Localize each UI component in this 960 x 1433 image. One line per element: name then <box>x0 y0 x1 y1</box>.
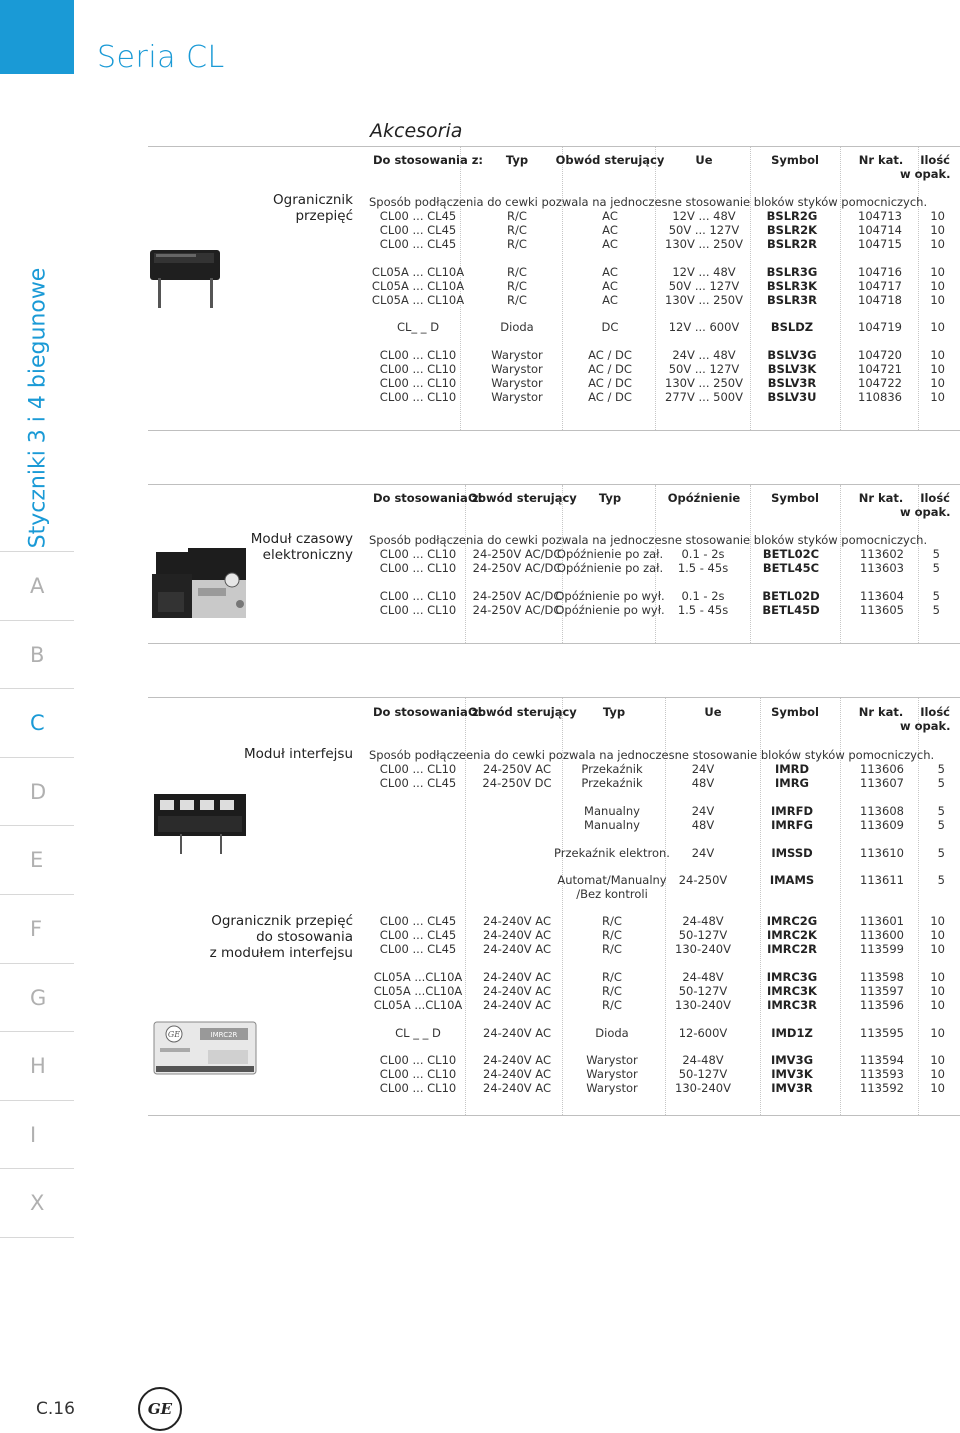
cell-type: R/C <box>602 942 622 956</box>
cell-cat-no: 113606 <box>860 762 904 776</box>
table-row <box>0 984 960 998</box>
cell-ue: 130-240V <box>675 998 731 1012</box>
cell-ue: 48V <box>691 776 715 790</box>
table-row <box>0 209 960 223</box>
cell-control-circuit: AC <box>602 209 618 223</box>
cell-type: Manualny <box>584 804 640 818</box>
cell-usage: CL00 ... CL45 <box>379 223 457 237</box>
cell-ue: 12V ... 48V <box>672 209 736 223</box>
cell-qty: 10 <box>930 209 945 223</box>
cell-cat-no: 113598 <box>860 970 904 984</box>
cell-qty: 10 <box>930 390 945 404</box>
cell-type: R/C <box>602 998 622 1012</box>
cell-cat-no: 113603 <box>860 561 904 575</box>
cell-usage: CL00 ... CL10 <box>379 762 457 776</box>
cell-ue: 130-240V <box>675 942 731 956</box>
table-row <box>0 265 960 279</box>
product-label-timer-module: Moduł czasowy elektroniczny <box>250 531 353 563</box>
cell-usage: CL05A ... CL10A <box>371 293 465 307</box>
svg-text:GE: GE <box>167 1030 181 1039</box>
table-row <box>0 603 960 617</box>
col-header-control-circuit: Obwód sterujący <box>468 491 577 505</box>
cell-control-circuit: AC / DC <box>588 376 632 390</box>
cell-qty: 5 <box>937 818 945 832</box>
connection-note: Sposób podłączenia do cewki pozwala na jednoczesne stosowanie bloków styków pomocniczych. <box>369 533 928 547</box>
page-number: C.16 <box>36 1399 75 1419</box>
cell-qty: 10 <box>930 293 945 307</box>
brand-color-block <box>0 0 74 74</box>
cell-qty: 10 <box>930 1081 945 1095</box>
table-row-extra: /Bez kontroli <box>576 887 648 901</box>
cell-ue: 12V ... 600V <box>668 320 740 334</box>
cell-usage: CL00 ... CL45 <box>379 209 457 223</box>
table-row <box>0 237 960 251</box>
table-row <box>0 561 960 575</box>
cell-symbol: BSLR3R <box>766 293 818 307</box>
cell-usage: CL00 ... CL10 <box>379 362 457 376</box>
cell-usage: CL00 ... CL10 <box>379 589 457 603</box>
col-header-usage: Do stosowania z: <box>373 491 484 505</box>
cell-cat-no: 113600 <box>860 928 904 942</box>
cell-usage: CL05A ...CL10A <box>373 984 463 998</box>
table-row <box>0 223 960 237</box>
cell-usage: CL00 ... CL10 <box>379 390 457 404</box>
cell-symbol: BETL45C <box>762 561 820 575</box>
cell-ue: 130V ... 250V <box>665 293 743 307</box>
cell-symbol: BSLV3K <box>767 362 817 376</box>
col-header-type: Typ <box>505 153 529 167</box>
cell-control-circuit: 24-240V AC <box>483 1053 551 1067</box>
table-row <box>0 818 960 832</box>
cell-qty: 5 <box>937 762 945 776</box>
cell-delay: 0.1 - 2s <box>681 547 725 561</box>
cell-type: Opóźnienie po zał. <box>556 547 664 561</box>
cell-symbol: BSLR2R <box>766 237 818 251</box>
cell-symbol: IMRD <box>774 762 810 776</box>
col-header-symbol: Symbol <box>771 491 819 505</box>
cell-ue: 24V <box>691 804 715 818</box>
table-row <box>0 1067 960 1081</box>
col-header-control-circuit: Obwód sterujący <box>555 153 665 167</box>
cell-qty: 10 <box>930 1026 945 1040</box>
cell-type: Warystor <box>586 1053 638 1067</box>
cell-symbol: IMV3K <box>771 1067 813 1081</box>
col-header-qty: Ilość w opak. <box>900 153 951 181</box>
side-index-e[interactable]: E <box>0 825 74 894</box>
cell-ue: 130V ... 250V <box>665 376 743 390</box>
col-header-cat-no: Nr kat. <box>858 491 904 505</box>
cell-type: R/C <box>507 223 527 237</box>
connection-note: Sposób podłączeenia do cewki pozwala na jednoczesne stosowanie bloków styków pomocniczych. <box>369 748 935 762</box>
cell-type: R/C <box>507 237 527 251</box>
cell-usage: CL00 ... CL45 <box>379 914 457 928</box>
cell-ue: 50V ... 127V <box>668 362 740 376</box>
cell-usage: CL00 ... CL10 <box>379 561 457 575</box>
cell-cat-no: 104719 <box>858 320 902 334</box>
cell-symbol: IMD1Z <box>771 1026 813 1040</box>
product-label-surge-limiter: Ogranicznik przepięć <box>273 192 353 224</box>
cell-type: Warystor <box>586 1081 638 1095</box>
cell-ue: 50V ... 127V <box>668 279 740 293</box>
side-index-f[interactable]: F <box>0 894 74 963</box>
cell-type: R/C <box>507 265 527 279</box>
table-row <box>0 1053 960 1067</box>
cell-cat-no: 113611 <box>860 873 904 887</box>
cell-control-circuit: 24-240V AC <box>483 984 551 998</box>
cell-ue: 24-48V <box>682 914 724 928</box>
cell-control-circuit: AC / DC <box>588 362 632 376</box>
cell-usage: CL00 ... CL10 <box>379 376 457 390</box>
cell-control-circuit: 24-240V AC <box>483 998 551 1012</box>
cell-ue: 130-240V <box>675 1081 731 1095</box>
cell-qty: 10 <box>930 942 945 956</box>
col-header-symbol: Symbol <box>771 153 819 167</box>
cell-type: Warystor <box>491 376 543 390</box>
cell-type: Automat/Manualny <box>557 873 667 887</box>
cell-symbol: IMAMS <box>769 873 815 887</box>
cell-symbol: IMRC3G <box>766 970 818 984</box>
cell-usage: CL00 ... CL10 <box>379 1067 457 1081</box>
cell-usage: CL05A ... CL10A <box>371 265 465 279</box>
col-header-cat-no: Nr kat. <box>858 705 904 719</box>
side-index-g[interactable]: G <box>0 963 74 1032</box>
cell-type: Warystor <box>491 362 543 376</box>
cell-symbol: BSLR3K <box>766 279 818 293</box>
cell-cat-no: 113607 <box>860 776 904 790</box>
cell-control-circuit: 24-240V AC <box>483 970 551 984</box>
cell-qty: 10 <box>930 914 945 928</box>
cell-symbol: IMV3G <box>770 1053 814 1067</box>
cell-symbol: IMRFG <box>771 818 813 832</box>
cell-control-circuit: AC / DC <box>588 390 632 404</box>
cell-symbol: IMSSD <box>771 846 813 860</box>
cell-symbol: BETL45D <box>762 603 820 617</box>
cell-symbol: BSLR2G <box>766 209 818 223</box>
cell-control-circuit: AC <box>602 237 618 251</box>
cell-qty: 10 <box>930 1053 945 1067</box>
cell-qty: 5 <box>937 804 945 818</box>
cell-symbol: BETL02D <box>762 589 820 603</box>
cell-type: Manualny <box>584 818 640 832</box>
cell-control-circuit: 24-240V AC <box>483 1026 551 1040</box>
table-row <box>0 970 960 984</box>
col-header-usage: Do stosowania z: <box>373 705 484 719</box>
cell-control-circuit: 24-240V AC <box>483 914 551 928</box>
connection-note: Sposób podłączenia do cewki pozwala na jednoczesne stosowanie bloków styków pomocniczych. <box>369 195 928 209</box>
divider <box>148 430 960 431</box>
cell-ue: 50-127V <box>678 928 728 942</box>
cell-qty: 10 <box>930 348 945 362</box>
cell-symbol: BSLR3G <box>766 265 818 279</box>
cell-delay: 1.5 - 45s <box>677 603 729 617</box>
table-row <box>0 914 960 928</box>
cell-ue: 130V ... 250V <box>665 237 743 251</box>
cell-delay: 1.5 - 45s <box>677 561 729 575</box>
section-title: Akcesoria <box>370 120 463 142</box>
cell-type: Dioda <box>500 320 534 334</box>
cell-control-circuit: 24-240V AC <box>483 928 551 942</box>
cell-type: R/C <box>507 293 527 307</box>
col-header-ue: Ue <box>704 705 722 719</box>
side-index-h[interactable]: H <box>0 1031 74 1100</box>
product-label-surge-limiter-interface: Ogranicznik przepięć do stosowania z modułem interfejsu <box>209 913 353 961</box>
col-header-symbol: Symbol <box>771 705 819 719</box>
col-header-ue: Ue <box>695 153 713 167</box>
table-row <box>0 1026 960 1040</box>
cell-type: Opóźnienie po wył. <box>555 589 665 603</box>
cell-type: Dioda <box>595 1026 629 1040</box>
table-row <box>0 776 960 790</box>
cell-cat-no: 104720 <box>858 348 902 362</box>
cell-qty: 10 <box>930 376 945 390</box>
cell-usage: CL00 ... CL10 <box>379 1053 457 1067</box>
cell-qty: 5 <box>932 589 940 603</box>
cell-symbol: BSLV3G <box>767 348 817 362</box>
cell-symbol: IMRFD <box>771 804 813 818</box>
cell-cat-no: 113604 <box>860 589 904 603</box>
table-row <box>0 762 960 776</box>
cell-cat-no: 113601 <box>860 914 904 928</box>
cell-type: R/C <box>507 209 527 223</box>
table-row <box>0 293 960 307</box>
side-index-a[interactable]: A <box>0 551 74 620</box>
cell-cat-no: 104721 <box>858 362 902 376</box>
side-index-b[interactable]: B <box>0 620 74 689</box>
ge-logo: GE <box>138 1387 182 1431</box>
side-index-x[interactable]: X <box>0 1168 74 1237</box>
module-model-label: IMRC2R <box>210 1031 238 1039</box>
cell-control-circuit: 24-240V AC <box>483 1081 551 1095</box>
cell-cat-no: 104713 <box>858 209 902 223</box>
series-title: Seria CL <box>97 40 225 75</box>
cell-ue: 12V ... 48V <box>672 265 736 279</box>
table-row <box>0 376 960 390</box>
cell-qty: 10 <box>930 984 945 998</box>
cell-qty: 5 <box>932 603 940 617</box>
cell-type: R/C <box>602 928 622 942</box>
cell-control-circuit: 24-250V AC/DC <box>472 561 562 575</box>
cell-cat-no: 113599 <box>860 942 904 956</box>
cell-qty: 10 <box>930 1067 945 1081</box>
cell-control-circuit: AC <box>602 265 618 279</box>
cell-symbol: BSLDZ <box>770 320 814 334</box>
cell-cat-no: 113609 <box>860 818 904 832</box>
cell-ue: 24V <box>691 762 715 776</box>
cell-symbol: IMRC3R <box>767 998 817 1012</box>
cell-ue: 277V ... 500V <box>665 390 743 404</box>
cell-ue: 48V <box>691 818 715 832</box>
cell-usage: CL05A ...CL10A <box>373 970 463 984</box>
cell-usage: CL00 ... CL10 <box>379 1081 457 1095</box>
divider <box>148 484 960 485</box>
cell-usage: CL00 ... CL45 <box>379 942 457 956</box>
cell-ue: 24V ... 48V <box>672 348 736 362</box>
table-row <box>0 804 960 818</box>
cell-control-circuit: 24-240V AC <box>483 942 551 956</box>
cell-control-circuit: 24-240V AC <box>483 1067 551 1081</box>
cell-control-circuit: 24-250V AC/DC <box>472 547 562 561</box>
cell-cat-no: 113593 <box>860 1067 904 1081</box>
cell-cat-no: 113602 <box>860 547 904 561</box>
cell-qty: 10 <box>930 223 945 237</box>
cell-qty: 5 <box>937 846 945 860</box>
cell-cat-no: 104715 <box>858 237 902 251</box>
cell-symbol: IMRG <box>774 776 810 790</box>
col-header-type: Typ <box>598 491 622 505</box>
cell-qty: 5 <box>937 873 945 887</box>
cell-qty: 10 <box>930 320 945 334</box>
cell-type: Opóźnienie po wył. <box>555 603 665 617</box>
cell-usage: CL00 ... CL45 <box>379 776 457 790</box>
cell-cat-no: 104714 <box>858 223 902 237</box>
cell-control-circuit: AC / DC <box>588 348 632 362</box>
cell-control-circuit: AC <box>602 223 618 237</box>
cell-qty: 10 <box>930 928 945 942</box>
col-header-delay: Opóźnienie <box>667 491 741 505</box>
cell-cat-no: 113594 <box>860 1053 904 1067</box>
cell-qty: 10 <box>930 998 945 1012</box>
cell-usage: CL00 ... CL45 <box>379 237 457 251</box>
cell-control-circuit: AC <box>602 293 618 307</box>
cell-qty: 10 <box>930 237 945 251</box>
cell-type: R/C <box>602 914 622 928</box>
table-row <box>0 928 960 942</box>
cell-symbol: IMRC2R <box>767 942 817 956</box>
cell-usage: CL00 ... CL45 <box>379 928 457 942</box>
table-row <box>0 942 960 956</box>
cell-cat-no: 104718 <box>858 293 902 307</box>
cell-delay: 0.1 - 2s <box>681 589 725 603</box>
cell-usage: CL05A ... CL10A <box>371 279 465 293</box>
cell-type: Warystor <box>586 1067 638 1081</box>
cell-type: R/C <box>507 279 527 293</box>
col-header-control-circuit: Obwód sterujący <box>468 705 577 719</box>
cell-cat-no: 113597 <box>860 984 904 998</box>
table-row <box>0 1081 960 1095</box>
table-row <box>0 362 960 376</box>
cell-control-circuit: 24-250V DC <box>482 776 552 790</box>
cell-control-circuit: 24-250V AC/DC <box>472 589 562 603</box>
cell-control-circuit: 24-250V AC/DC <box>472 603 562 617</box>
cell-qty: 10 <box>930 279 945 293</box>
cell-symbol: IMRC3K <box>767 984 817 998</box>
divider <box>148 1115 960 1116</box>
col-header-cat-no: Nr kat. <box>858 153 904 167</box>
table-row <box>0 279 960 293</box>
cell-type: Przekaźnik <box>581 776 643 790</box>
divider <box>148 643 960 644</box>
cell-cat-no: 113610 <box>860 846 904 860</box>
cell-qty: 5 <box>932 561 940 575</box>
cell-symbol: BSLV3U <box>767 390 817 404</box>
cell-ue: 24V <box>691 846 715 860</box>
cell-ue: 24-48V <box>682 970 724 984</box>
cell-type: Opóźnienie po zał. <box>556 561 664 575</box>
cell-cat-no: 104717 <box>858 279 902 293</box>
cell-cat-no: 113605 <box>860 603 904 617</box>
cell-usage: CL00 ... CL10 <box>379 348 457 362</box>
table-row <box>0 547 960 561</box>
cell-ue: 12-600V <box>678 1026 728 1040</box>
table-row <box>0 873 960 887</box>
cell-type: Przekaźnik elektron. <box>554 846 670 860</box>
cell-ue: 50-127V <box>678 984 728 998</box>
cell-symbol: BSLR2K <box>766 223 818 237</box>
cell-ue: 50V ... 127V <box>668 223 740 237</box>
cell-symbol: IMV3R <box>771 1081 813 1095</box>
cell-cat-no: 110836 <box>858 390 902 404</box>
cell-cat-no: 113595 <box>860 1026 904 1040</box>
cell-ue: 24-48V <box>682 1053 724 1067</box>
cell-cat-no: 104722 <box>858 376 902 390</box>
side-index-d[interactable]: D <box>0 757 74 826</box>
table-row <box>0 998 960 1012</box>
cell-control-circuit: DC <box>601 320 619 334</box>
vertical-section-title: Styczniki 3 i 4 biegunowe <box>25 267 51 549</box>
cell-type: R/C <box>602 984 622 998</box>
cell-ue: 50-127V <box>678 1067 728 1081</box>
cell-symbol: BSLV3R <box>767 376 817 390</box>
cell-qty: 5 <box>937 776 945 790</box>
cell-usage: CL00 ... CL10 <box>379 603 457 617</box>
divider <box>148 697 960 698</box>
product-label-interface-module: Moduł interfejsu <box>243 746 353 762</box>
col-header-qty: Ilość w opak. <box>900 705 951 733</box>
divider <box>148 146 960 147</box>
cell-cat-no: 113608 <box>860 804 904 818</box>
cell-qty: 10 <box>930 265 945 279</box>
cell-type: Przekaźnik <box>581 762 643 776</box>
cell-ue: 24-250V <box>678 873 728 887</box>
table-row <box>0 390 960 404</box>
table-row <box>0 320 960 334</box>
cell-cat-no: 104716 <box>858 265 902 279</box>
cell-type: Warystor <box>491 390 543 404</box>
cell-usage: CL05A ...CL10A <box>373 998 463 1012</box>
cell-control-circuit: AC <box>602 279 618 293</box>
side-index-c[interactable]: C <box>0 688 74 757</box>
table-row <box>0 846 960 860</box>
cell-usage: CL_ _ D <box>396 320 440 334</box>
cell-cat-no: 113596 <box>860 998 904 1012</box>
table-row <box>0 589 960 603</box>
col-header-usage: Do stosowania z: <box>373 153 484 167</box>
cell-symbol: IMRC2K <box>767 928 817 942</box>
cell-symbol: IMRC2G <box>766 914 818 928</box>
cell-qty: 10 <box>930 362 945 376</box>
cell-cat-no: 113592 <box>860 1081 904 1095</box>
cell-control-circuit: 24-250V AC <box>483 762 551 776</box>
cell-usage: CL00 ... CL10 <box>379 547 457 561</box>
cell-usage: CL _ _ D <box>395 1026 441 1040</box>
col-header-type: Typ <box>602 705 626 719</box>
cell-symbol: BETL02C <box>762 547 820 561</box>
side-index-i[interactable]: I <box>0 1100 74 1169</box>
cell-type: R/C <box>602 970 622 984</box>
cell-qty: 5 <box>932 547 940 561</box>
cell-type: Warystor <box>491 348 543 362</box>
col-header-qty: Ilość w opak. <box>900 491 951 519</box>
table-row <box>0 348 960 362</box>
cell-qty: 10 <box>930 970 945 984</box>
